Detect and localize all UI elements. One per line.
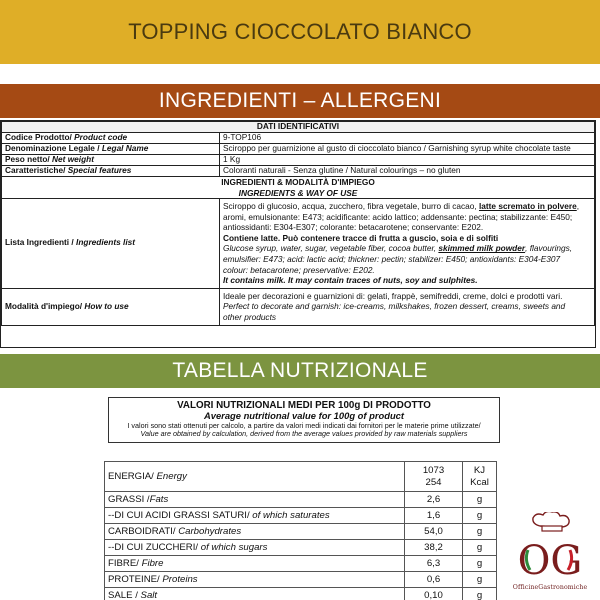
row-label: Denominazione Legale / Legal Name bbox=[2, 144, 220, 155]
product-datasheet bbox=[0, 120, 596, 348]
nutrient-value: 0,6 bbox=[405, 572, 463, 588]
use-label: Modalità d'impiego/ How to use bbox=[2, 288, 220, 325]
nutrient-value: 1,6 bbox=[405, 508, 463, 524]
table-row bbox=[2, 155, 595, 166]
nutrition-note-it: I valori sono stati ottenuti per calcolo, a partire da valori medi indicati dai fornitori per le materie prime utilizzate/ bbox=[127, 421, 481, 431]
table-row bbox=[105, 508, 497, 524]
brand-name: OfficineGastronomiche bbox=[512, 584, 588, 591]
nutrient-unit: g bbox=[463, 556, 497, 572]
nutrient-label: FIBRE/ Fibre bbox=[105, 556, 405, 572]
table-row bbox=[2, 144, 595, 155]
row-value: Coloranti naturali - Senza glutine / Natural colourings – no gluten bbox=[220, 166, 595, 177]
nutrition-subtitle: Average nutritional value for 100g of product bbox=[203, 410, 405, 422]
nutrition-note-en: Value are obtained by calculation, derived from the average values provided by raw materials suppliers bbox=[140, 429, 468, 439]
table-row bbox=[2, 199, 595, 289]
ingredients-banner bbox=[0, 84, 600, 118]
table-row bbox=[105, 492, 497, 508]
table-row bbox=[2, 133, 595, 144]
row-label: Peso netto/ Net weight bbox=[2, 155, 220, 166]
table-row bbox=[105, 524, 497, 540]
nutrition-table bbox=[104, 461, 497, 600]
use-text: Ideale per decorazioni e guarnizioni di: gelati, frappè, semifreddi, creme, dolci e prodotti vari. Perfect to decorate and garnish: ice-creams, milkshakes, frozen dessert, creams, sweets and other products bbox=[220, 288, 595, 325]
nutrient-label: --DI CUI ZUCCHERI/ of which sugars bbox=[105, 540, 405, 556]
datasheet-section-title: DATI IDENTIFICATIVI bbox=[2, 122, 595, 133]
nutrient-label: PROTEINE/ Proteins bbox=[105, 572, 405, 588]
title-banner bbox=[0, 0, 600, 64]
table-row bbox=[105, 572, 497, 588]
ingredients-text: Sciroppo di glucosio, acqua, zucchero, fibra vegetale, burro di cacao, latte scremato in polvere, aromi, emulsionante: E473; acidificante: acido lattico; addensante: pectina; stabilizzante: E450; antiossidanti: E304-E307; colorante: betacarotene; conservante: E202. Contiene latte. Può contenere tracce di frutta a guscio, soia e di solfiti Glucose syrup, water, sugar, vegetable fiber, cocoa butter, skimmed milk powder, flavourings, emulsifier: E473; acid: lactic acid; thickner: pectin; stabilizer: E450; antioxidants: E304-E307 colour: betacarotene; preservative: E202. It contains milk. It may contain traces of nuts, soy and sulphites. bbox=[220, 199, 595, 289]
nutrition-heading: TABELLA NUTRIZIONALE bbox=[172, 359, 428, 382]
nutrition-banner bbox=[0, 354, 600, 388]
nutrient-value: 0,10 bbox=[405, 588, 463, 600]
nutrient-value: 1073 254 bbox=[405, 462, 463, 492]
svg-text:OG: OG bbox=[517, 538, 583, 584]
ingredients-label: Lista Ingredienti / Ingredients list bbox=[2, 199, 220, 289]
nutrient-unit: g bbox=[463, 588, 497, 600]
nutrient-unit: g bbox=[463, 572, 497, 588]
nutrition-header bbox=[108, 397, 500, 443]
row-value: Sciroppo per guarnizione al gusto di cioccolato bianco / Garnishing syrup white chocolate taste bbox=[220, 144, 595, 155]
table-row bbox=[105, 462, 497, 492]
nutrient-unit: g bbox=[463, 492, 497, 508]
nutrient-value: 54,0 bbox=[405, 524, 463, 540]
row-label: Caratteristiche/ Special features bbox=[2, 166, 220, 177]
nutrient-value: 38,2 bbox=[405, 540, 463, 556]
table-row bbox=[105, 540, 497, 556]
row-label: Codice Prodotto/ Product code bbox=[2, 133, 220, 144]
table-row bbox=[2, 288, 595, 325]
brand-logo bbox=[500, 512, 600, 600]
nutrient-label: GRASSI /Fats bbox=[105, 492, 405, 508]
row-value: 1 Kg bbox=[220, 155, 595, 166]
nutrient-value: 6,3 bbox=[405, 556, 463, 572]
nutrient-value: 2,6 bbox=[405, 492, 463, 508]
nutrient-unit: g bbox=[463, 508, 497, 524]
row-value: 9-TOP106 bbox=[220, 133, 595, 144]
table-row bbox=[105, 556, 497, 572]
nutrient-label: ENERGIA/ Energy bbox=[105, 462, 405, 492]
nutrient-label: --DI CUI ACIDI GRASSI SATURI/ of which saturates bbox=[105, 508, 405, 524]
table-row bbox=[2, 166, 595, 177]
nutrient-unit: KJ Kcal bbox=[463, 462, 497, 492]
nutrient-label: SALE / Salt bbox=[105, 588, 405, 600]
nutrition-title: VALORI NUTRIZIONALI MEDI PER 100g DI PRODOTTO bbox=[177, 400, 431, 411]
chef-hat-logo-icon bbox=[500, 512, 600, 584]
nutrient-label: CARBOIDRATI/ Carbohydrates bbox=[105, 524, 405, 540]
product-title: TOPPING CIOCCOLATO BIANCO bbox=[128, 19, 472, 44]
nutrient-unit: g bbox=[463, 524, 497, 540]
table-row bbox=[105, 588, 497, 600]
nutrient-unit: g bbox=[463, 540, 497, 556]
ingredients-heading: INGREDIENTI – ALLERGENI bbox=[158, 89, 442, 112]
ingredients-section-title: INGREDIENTI & MODALITÀ D'IMPIEGO INGREDIENTS & WAY OF USE bbox=[2, 177, 595, 199]
